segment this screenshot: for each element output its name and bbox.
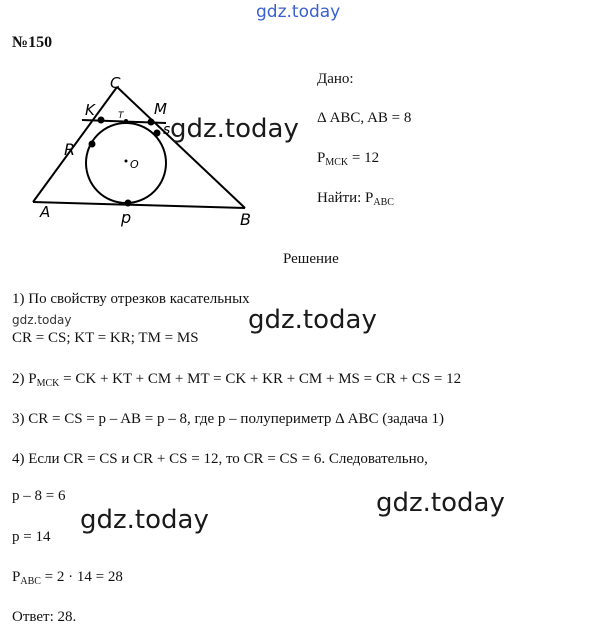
side-ab	[33, 202, 245, 208]
step-7-sub: ABC	[20, 576, 41, 587]
solution-title: Решение	[283, 251, 339, 267]
step-2-rest: = CK + KT + CM + MT = CK + KR + CM + MS = CR + CS = 12	[59, 371, 462, 387]
incircle	[86, 123, 166, 203]
label-t: T	[118, 111, 124, 121]
label-p: p	[121, 208, 132, 227]
step-3: 3) CR = CS = p – AB = p – 8, где p – полупериметр Δ ABC (задача 1)	[12, 411, 444, 427]
label-b: B	[240, 210, 251, 229]
given-line1: Δ ABC, AB = 8	[317, 110, 412, 126]
step-1: 1) По свойству отрезков касательных	[12, 291, 250, 307]
watermark-3: gdz.today	[376, 488, 505, 518]
step-2-sub: MCK	[36, 378, 60, 389]
step-5: p – 8 = 6	[12, 488, 66, 504]
watermark-1: gdz.today	[170, 114, 299, 144]
header-site-name: gdz.today	[256, 2, 341, 22]
label-c: C	[110, 75, 121, 92]
label-s: s	[163, 122, 171, 138]
label-a: A	[40, 203, 51, 221]
step-7-rest: = 2 · 14 = 28	[40, 569, 123, 585]
label-m: M	[154, 100, 167, 118]
step-7	[12, 569, 123, 587]
find-prefix: Найти: P	[317, 190, 374, 206]
find-line	[317, 190, 394, 208]
label-r: R	[64, 140, 76, 159]
point-t	[124, 119, 128, 123]
point-o	[125, 160, 128, 163]
given-perimeter-p: P	[317, 150, 326, 166]
point-m	[148, 119, 155, 126]
point-s	[154, 130, 161, 137]
given-perimeter-sub: MCK	[325, 157, 349, 168]
step-4: 4) Если CR = CS и CR + CS = 12, то CR = CS = 6. Следовательно,	[12, 451, 428, 467]
step-2	[12, 371, 461, 389]
watermark-small: gdz.today	[12, 313, 72, 327]
point-k	[98, 117, 105, 124]
step-6: p = 14	[12, 529, 51, 545]
triangle-figure	[30, 75, 280, 235]
given-title: Дано:	[317, 71, 354, 87]
point-r	[89, 141, 96, 148]
step-2-prefix: 2) P	[12, 371, 37, 387]
given-perimeter-value: = 12	[348, 150, 380, 166]
watermark-4: gdz.today	[80, 505, 209, 535]
step-1-equalities: CR = CS; KT = KR; TM = MS	[12, 330, 199, 346]
side-cb	[117, 87, 245, 208]
problem-number: №150	[12, 34, 53, 51]
watermark-2: gdz.today	[248, 305, 377, 335]
answer: Ответ: 28.	[12, 609, 77, 625]
step-7-prefix: P	[12, 569, 21, 585]
label-k: K	[85, 101, 95, 119]
point-p	[125, 200, 132, 207]
given-line2	[317, 150, 379, 168]
find-sub: ABC	[373, 197, 394, 208]
label-o: O	[130, 158, 139, 171]
